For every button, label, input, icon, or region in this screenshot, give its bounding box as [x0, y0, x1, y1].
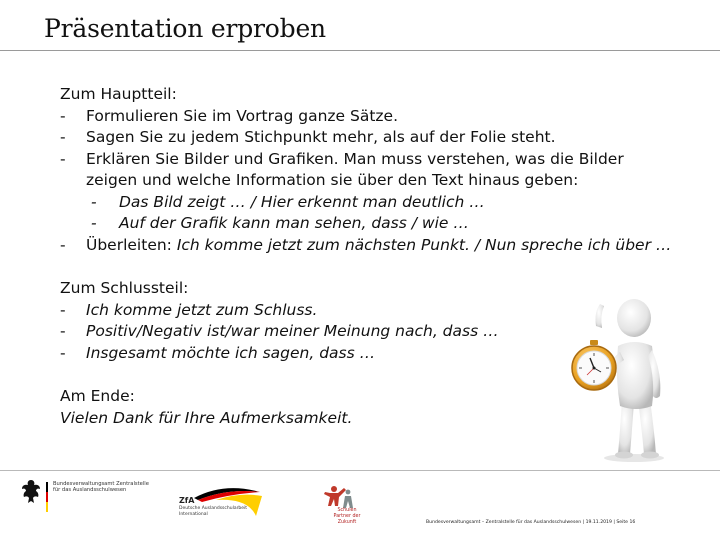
- bva-logo-name: Bundesverwaltungsamt Zentralstelle für das Auslandsschulwesen: [53, 481, 149, 494]
- bullet-dash: -: [60, 149, 66, 168]
- main-part-item-text: Sagen Sie zu jedem Stichpunkt mehr, als auf der Folie steht.: [86, 128, 556, 146]
- bullet-dash: -: [60, 343, 66, 362]
- title-divider: [0, 50, 720, 51]
- sub-item: [60, 192, 700, 214]
- bullet-dash: -: [60, 300, 66, 319]
- bullet-dash: -: [91, 192, 97, 211]
- footer-text: Bundesverwaltungsamt – Zentralstelle für das Auslandsschulwesen | 19.11.2019 | Seite 16: [426, 520, 636, 525]
- zfa-logo-name: Deutsche Auslandsschularbeit International: [179, 506, 248, 517]
- zfa-logo-abbr: ZfA: [179, 496, 195, 505]
- main-part-heading: Zum Hauptteil:: [60, 85, 177, 103]
- sub-item-text: Auf der Grafik kann man sehen, dass / wie …: [119, 214, 469, 232]
- german-flag-stripe: [46, 482, 48, 512]
- main-part-item-text: Erklären Sie Bilder und Grafiken. Man muss verstehen, was die Bilder: [86, 149, 624, 168]
- conclusion-item-text: Insgesamt möchte ich sagen, dass …: [86, 343, 376, 362]
- main-part-item: [60, 106, 700, 128]
- conclusion-heading: Zum Schlussteil:: [60, 279, 189, 297]
- main-part-item-continuation: zeigen und welche Information sie über den Text hinaus geben:: [86, 171, 579, 189]
- swoosh-icon: [176, 484, 268, 526]
- footer-divider: [0, 470, 720, 471]
- pasch-figure-icon: [318, 484, 366, 510]
- main-part-item: [60, 235, 700, 257]
- main-part-item-text: Formulieren Sie im Vortrag ganze Sätze.: [86, 106, 399, 125]
- bullet-dash: -: [60, 322, 66, 340]
- main-part-item: [60, 149, 700, 171]
- main-part-item: [60, 127, 700, 149]
- sub-item: [60, 213, 700, 235]
- bullet-dash: -: [60, 128, 66, 146]
- spacer: [60, 256, 700, 278]
- conclusion-item-text: Ich komme jetzt zum Schluss.: [86, 300, 318, 319]
- bva-logo: [20, 478, 160, 522]
- end-heading: Am Ende:: [60, 387, 135, 405]
- bullet-dash: -: [91, 214, 97, 232]
- transition-lead: Überleiten:: [86, 235, 177, 254]
- pasch-logo-name: Schulen Partner der Zukunft: [333, 508, 361, 525]
- end-text: Vielen Dank für Ihre Aufmerksamkeit.: [60, 408, 353, 427]
- transition-phrase: Ich komme jetzt zum nächsten Punkt. / Nun spreche ich über …: [176, 235, 672, 254]
- slide-title: Präsentation erproben: [44, 14, 326, 43]
- zfa-logo: [176, 484, 268, 526]
- conclusion-item-text: Positiv/Negativ ist/war meiner Meinung nach, dass …: [86, 322, 499, 340]
- figure-with-stopwatch-illustration: [568, 282, 678, 464]
- pasch-logo: [318, 484, 366, 526]
- bullet-dash: -: [60, 235, 66, 254]
- bullet-dash: -: [60, 106, 66, 125]
- eagle-icon: [20, 478, 42, 506]
- sub-item-text: Das Bild zeigt … / Hier erkennt man deutlich …: [119, 192, 485, 211]
